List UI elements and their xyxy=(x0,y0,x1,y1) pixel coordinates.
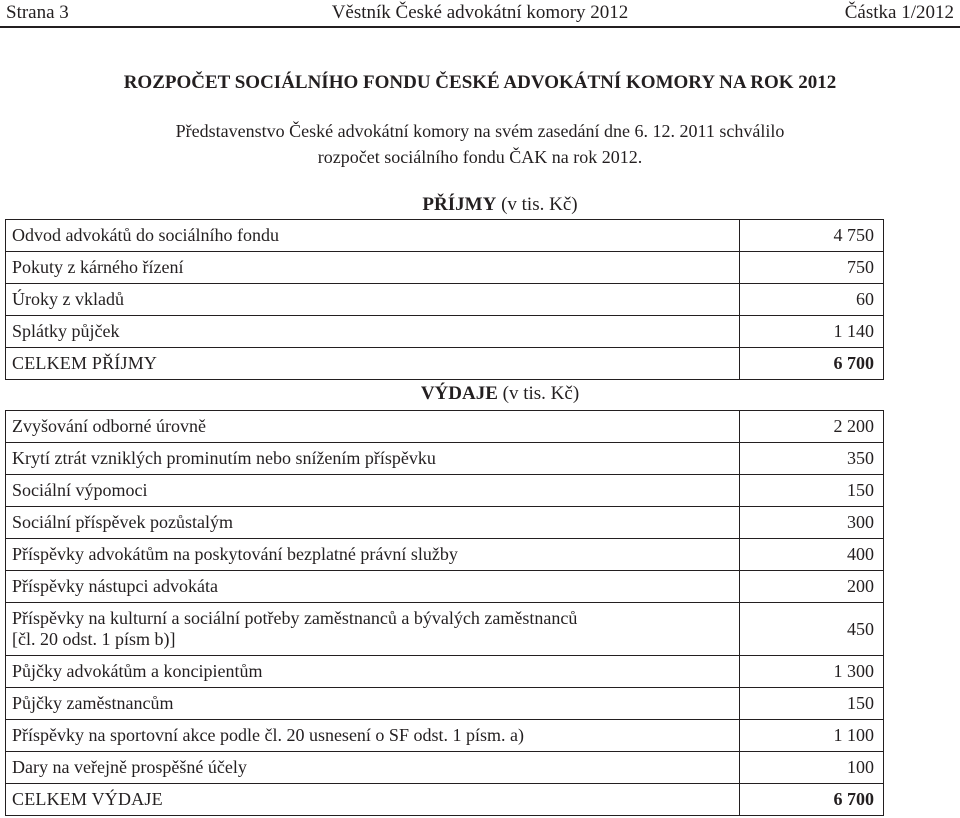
table-row xyxy=(6,475,884,507)
income-table xyxy=(5,219,884,380)
table-row xyxy=(6,539,884,571)
table-row xyxy=(6,603,884,656)
expense-label xyxy=(6,603,740,656)
expense-value: 400 xyxy=(740,539,884,571)
table-row xyxy=(6,688,884,720)
expense-value: 2 200 xyxy=(740,411,884,443)
table-row xyxy=(6,284,884,316)
expense-label: Příspěvky advokátům na poskytování bezplatné právní služby xyxy=(6,539,740,571)
table-row xyxy=(6,656,884,688)
income-value: 1 140 xyxy=(740,316,884,348)
expense-value: 200 xyxy=(740,571,884,603)
table-row xyxy=(6,571,884,603)
income-heading xyxy=(0,192,960,218)
expense-label: Půjčky advokátům a koncipientům xyxy=(6,656,740,688)
intro-line-2: rozpočet sociálního fondu ČAK na rok 2012. xyxy=(317,147,643,167)
page-header xyxy=(0,0,960,28)
income-label: Splátky půjček xyxy=(6,316,740,348)
expense-value: 450 xyxy=(740,603,884,656)
expense-value: 150 xyxy=(740,688,884,720)
expenses-heading-unit: (v tis. Kč) xyxy=(497,383,580,404)
expense-label: Sociální příspěvek pozůstalým xyxy=(6,507,740,539)
expenses-total-row xyxy=(6,784,884,816)
income-label: Úroky z vkladů xyxy=(6,284,740,316)
expense-label: Zvyšování odborné úrovně xyxy=(6,411,740,443)
expense-label: Krytí ztrát vzniklých prominutím nebo snížením příspěvku xyxy=(6,443,740,475)
income-heading-unit: (v tis. Kč) xyxy=(496,194,578,215)
expenses-total-label: CELKEM VÝDAJE xyxy=(6,784,740,816)
issue-number: Částka 1/2012 xyxy=(844,2,954,23)
expense-value: 1 300 xyxy=(740,656,884,688)
income-heading-label: PŘÍJMY xyxy=(422,194,497,215)
expense-label-line-1: Příspěvky na kulturní a sociální potřeby zaměstnanců a bývalých zaměstnanců xyxy=(12,608,578,628)
income-label: Pokuty z kárného řízení xyxy=(6,252,740,284)
expenses-table xyxy=(5,410,884,816)
table-row xyxy=(6,443,884,475)
income-value: 60 xyxy=(740,284,884,316)
journal-title: Věstník České advokátní komory 2012 xyxy=(331,2,629,23)
page-number: Strana 3 xyxy=(6,2,69,23)
table-row xyxy=(6,720,884,752)
expense-label: Sociální výpomoci xyxy=(6,475,740,507)
expenses-heading-label: VÝDAJE xyxy=(420,383,498,404)
income-label: Odvod advokátů do sociálního fondu xyxy=(6,220,740,252)
income-value: 750 xyxy=(740,252,884,284)
expense-label: Dary na veřejně prospěšné účely xyxy=(6,752,740,784)
expense-value: 100 xyxy=(740,752,884,784)
expense-value: 150 xyxy=(740,475,884,507)
expenses-total-value: 6 700 xyxy=(740,784,884,816)
table-row xyxy=(6,252,884,284)
expense-label: Příspěvky na sportovní akce podle čl. 20 usnesení o SF odst. 1 písm. a) xyxy=(6,720,740,752)
expense-value: 1 100 xyxy=(740,720,884,752)
income-total-label: CELKEM PŘÍJMY xyxy=(6,348,740,380)
table-row xyxy=(6,316,884,348)
expense-label: Příspěvky nástupci advokáta xyxy=(6,571,740,603)
expenses-heading xyxy=(0,381,960,407)
intro-line-1: Představenstvo České advokátní komory na svém zasedání dne 6. 12. 2011 schválilo xyxy=(175,121,785,141)
expense-value: 300 xyxy=(740,507,884,539)
document-title: ROZPOČET SOCIÁLNÍHO FONDU ČESKÉ ADVOKÁTNÍ KOMORY NA ROK 2012 xyxy=(123,72,837,93)
table-row xyxy=(6,411,884,443)
intro-text xyxy=(0,118,960,170)
table-row xyxy=(6,507,884,539)
expense-value: 350 xyxy=(740,443,884,475)
table-row xyxy=(6,752,884,784)
expense-label-line-2: [čl. 20 odst. 1 písm b)] xyxy=(12,629,176,649)
income-total-value: 6 700 xyxy=(740,348,884,380)
expense-label: Půjčky zaměstnancům xyxy=(6,688,740,720)
income-total-row xyxy=(6,348,884,380)
income-value: 4 750 xyxy=(740,220,884,252)
table-row xyxy=(6,220,884,252)
